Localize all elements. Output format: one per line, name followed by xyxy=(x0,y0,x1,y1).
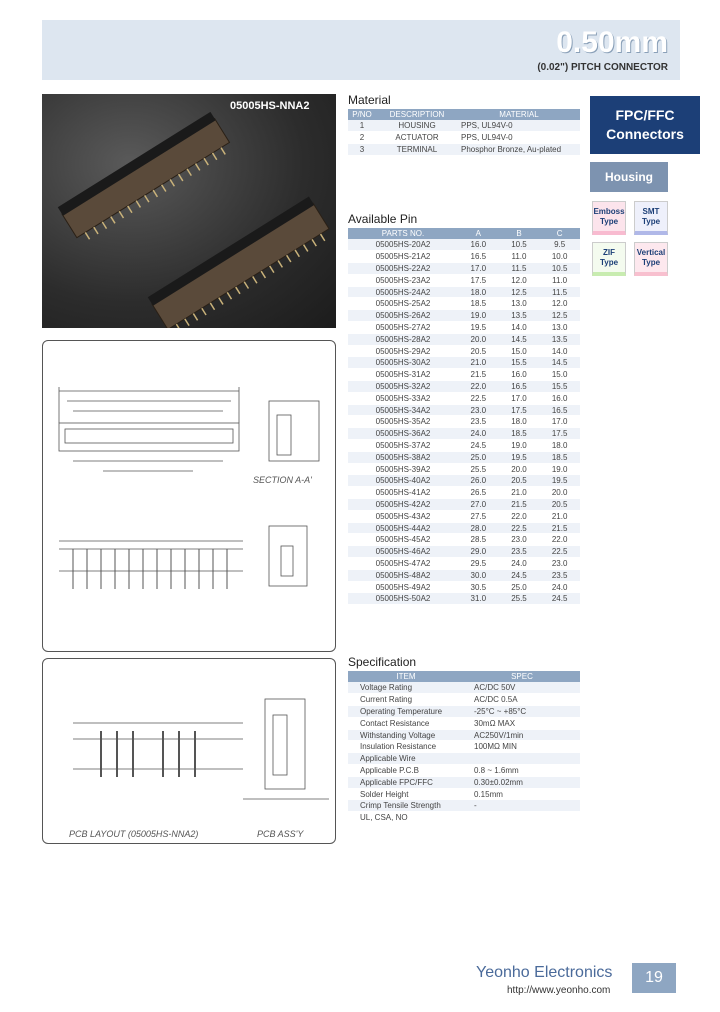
table-row: 05005HS-34A2 23.0 17.5 16.5 xyxy=(348,404,580,416)
specification-table xyxy=(348,671,580,824)
type-vertical[interactable] xyxy=(634,242,668,276)
table-row: Applicable P.C.B 0.8 ~ 1.6mm xyxy=(348,765,580,777)
table-row: 05005HS-21A2 16.5 11.0 10.0 xyxy=(348,251,580,263)
col-c: C xyxy=(539,228,580,239)
table-row: Contact Resistance 30mΩ MAX xyxy=(348,717,580,729)
connector-illustration xyxy=(42,94,336,328)
category-badge: FPC/FFC Connectors xyxy=(590,96,700,154)
table-row: 05005HS-20A2 16.0 10.5 9.5 xyxy=(348,239,580,251)
pcb-assy-label: PCB ASS'Y xyxy=(257,829,304,839)
table-row: 05005HS-48A2 30.0 24.5 23.5 xyxy=(348,569,580,581)
table-row: Solder Height 0.15mm xyxy=(348,788,580,800)
table-row: 05005HS-45A2 28.5 23.0 22.0 xyxy=(348,534,580,546)
table-row: 05005HS-23A2 17.5 12.0 11.0 xyxy=(348,274,580,286)
table-row: 05005HS-36A2 24.0 18.5 17.5 xyxy=(348,428,580,440)
type-zif[interactable] xyxy=(592,242,626,276)
table-row: 05005HS-42A2 27.0 21.5 20.5 xyxy=(348,499,580,511)
table-row: UL, CSA, NO xyxy=(348,812,580,824)
table-row: 05005HS-47A2 29.5 24.0 23.0 xyxy=(348,558,580,570)
table-row: Applicable Wire xyxy=(348,753,580,765)
table-row: 05005HS-40A2 26.0 20.5 19.5 xyxy=(348,475,580,487)
table-row: Operating Temperature -25°C ~ +85°C xyxy=(348,706,580,718)
type-zif-label: ZIF Type xyxy=(599,247,619,267)
table-row: 05005HS-31A2 21.5 16.0 15.0 xyxy=(348,369,580,381)
table-row: 05005HS-49A2 30.5 25.0 24.0 xyxy=(348,581,580,593)
table-row: Current Rating AC/DC 0.5A xyxy=(348,694,580,706)
type-emboss[interactable] xyxy=(592,201,626,235)
table-row: 05005HS-22A2 17.0 11.5 10.5 xyxy=(348,263,580,275)
company-name: Yeonho Electronics xyxy=(476,964,613,981)
material-table xyxy=(348,109,580,156)
page-subtitle: (0.02") PITCH CONNECTOR xyxy=(537,62,668,73)
type-smt[interactable] xyxy=(634,201,668,235)
table-row: 05005HS-32A2 22.0 16.5 15.5 xyxy=(348,381,580,393)
col-parts-no: PARTS NO. xyxy=(348,228,458,239)
type-emboss-label: Emboss Type xyxy=(593,206,625,226)
table-row: 05005HS-28A2 20.0 14.5 13.5 xyxy=(348,333,580,345)
company-url[interactable]: http://www.yeonho.com xyxy=(507,985,611,996)
dimension-drawing-svg xyxy=(43,341,337,653)
table-row: 05005HS-33A2 22.5 17.0 16.0 xyxy=(348,392,580,404)
table-row: 05005HS-44A2 28.0 22.5 21.5 xyxy=(348,522,580,534)
table-row: Applicable FPC/FFC 0.30±0.02mm xyxy=(348,776,580,788)
table-row: 05005HS-39A2 25.5 20.0 19.0 xyxy=(348,463,580,475)
table-row: Insulation Resistance 100MΩ MIN xyxy=(348,741,580,753)
page-title: 0.50mm xyxy=(556,26,668,59)
col-pno: P/NO xyxy=(348,109,376,120)
housing-tab[interactable]: Housing xyxy=(590,162,668,192)
page-number: 19 xyxy=(632,963,676,993)
table-row: 05005HS-38A2 25.0 19.5 18.5 xyxy=(348,451,580,463)
table-row: 05005HS-29A2 20.5 15.0 14.0 xyxy=(348,345,580,357)
table-row: 2 ACTUATOR PPS, UL94V-0 xyxy=(348,132,580,144)
table-row: 05005HS-41A2 26.5 21.0 20.0 xyxy=(348,487,580,499)
table-row: 05005HS-27A2 19.5 14.0 13.0 xyxy=(348,322,580,334)
type-vertical-label: Vertical Type xyxy=(636,247,666,267)
col-item: ITEM xyxy=(348,671,464,682)
type-smt-label: SMT Type xyxy=(641,206,661,226)
table-row: 05005HS-30A2 21.0 15.5 14.5 xyxy=(348,357,580,369)
col-a: A xyxy=(458,228,499,239)
table-row: 05005HS-46A2 29.0 23.5 22.5 xyxy=(348,546,580,558)
table-row: 1 HOUSING PPS, UL94V-0 xyxy=(348,120,580,132)
table-row: 05005HS-25A2 18.5 13.0 12.0 xyxy=(348,298,580,310)
col-description: DESCRIPTION xyxy=(376,109,458,120)
available-pin-title: Available Pin xyxy=(348,212,418,226)
specification-title: Specification xyxy=(348,655,417,669)
table-row: 05005HS-35A2 23.5 18.0 17.0 xyxy=(348,416,580,428)
product-photo xyxy=(42,94,336,328)
table-row: Crimp Tensile Strength - xyxy=(348,800,580,812)
table-row: 05005HS-43A2 27.5 22.0 21.0 xyxy=(348,510,580,522)
table-row: 05005HS-37A2 24.5 19.0 18.0 xyxy=(348,440,580,452)
photo-part-label: 05005HS-NNA2 xyxy=(230,100,310,112)
dimension-drawing xyxy=(42,340,336,652)
table-row: 05005HS-26A2 19.0 13.5 12.5 xyxy=(348,310,580,322)
col-b: B xyxy=(499,228,540,239)
pcb-layout-label: PCB LAYOUT (05005HS-NNA2) xyxy=(69,829,199,839)
table-row: 05005HS-50A2 31.0 25.5 24.5 xyxy=(348,593,580,605)
col-spec: SPEC xyxy=(464,671,580,682)
available-pin-table xyxy=(348,228,580,605)
table-row: 3 TERMINAL Phosphor Bronze, Au-plated xyxy=(348,144,580,156)
pcb-drawing-svg xyxy=(43,659,337,845)
table-row: Withstanding Voltage AC250V/1min xyxy=(348,729,580,741)
table-row: Voltage Rating AC/DC 50V xyxy=(348,682,580,694)
col-material: MATERIAL xyxy=(458,109,580,120)
section-label: SECTION A-A' xyxy=(253,475,312,485)
pcb-drawing xyxy=(42,658,336,844)
material-title: Material xyxy=(348,93,391,107)
header-banner xyxy=(42,20,680,80)
table-row: 05005HS-24A2 18.0 12.5 11.5 xyxy=(348,286,580,298)
